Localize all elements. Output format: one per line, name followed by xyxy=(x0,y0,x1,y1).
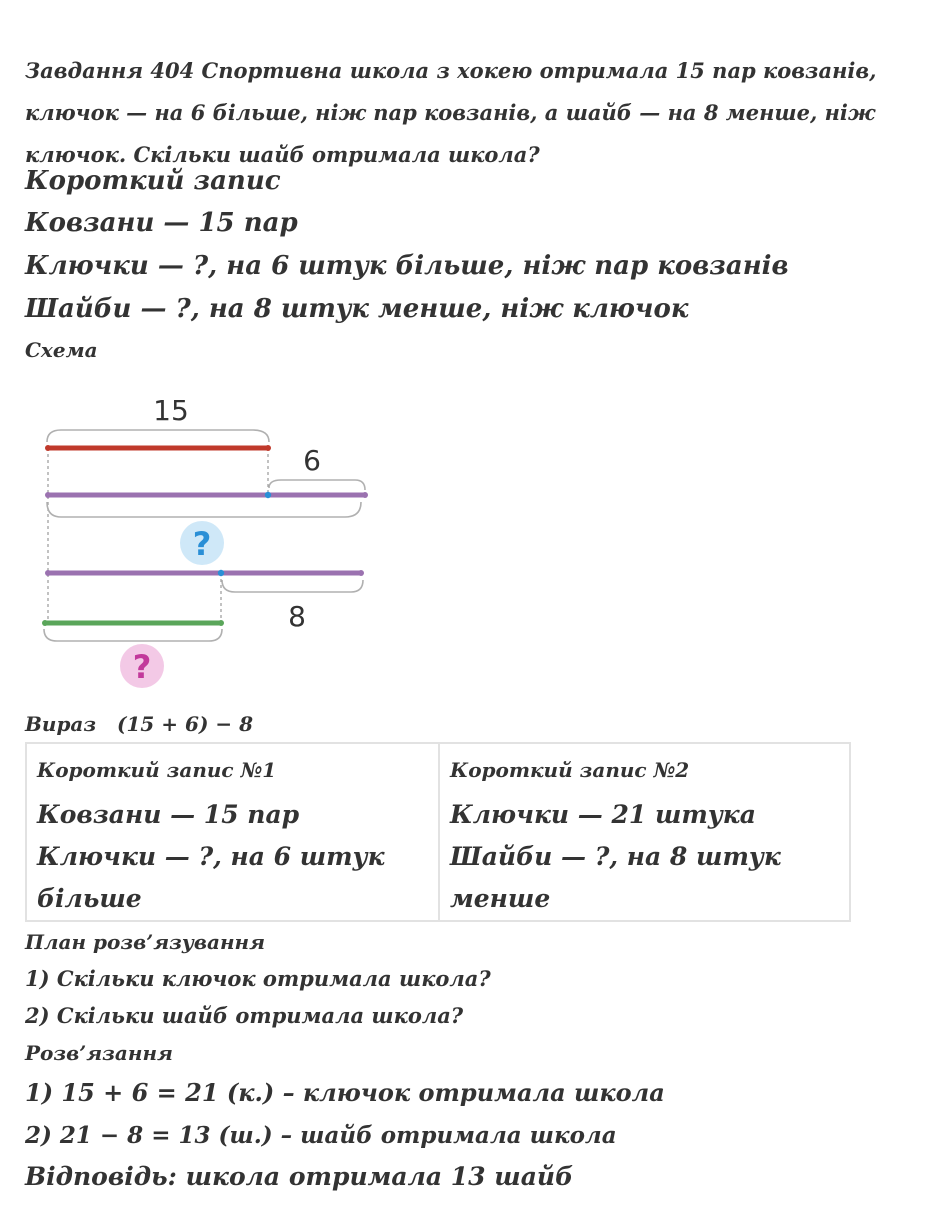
short-note-2-line1: Ключки — 21 штука xyxy=(450,800,756,829)
plan-step-2: 2) Скільки шайб отримала школа? xyxy=(25,1003,464,1028)
point-purple2-right xyxy=(358,570,364,576)
short-note-1-header: Короткий запис №1 xyxy=(37,758,277,782)
short-note-line-sticks: Ключки — ?, на 6 штук більше, ніж пар ковзанів xyxy=(25,251,789,281)
plan-title: План розв’язування xyxy=(25,930,266,954)
short-note-line-pucks: Шайби — ?, на 8 штук менше, ніж ключок xyxy=(25,294,689,324)
point-purple2-mid xyxy=(218,570,224,576)
task-statement: Завдання 404 Спортивна школа з хокею отримала 15 пар ковзанів, ключок — на 6 більше, ніж пар ковзанів, а шайб — на 8 менше, ніж ключок. Скільки шайб отримала школа? xyxy=(25,58,877,167)
question-mark-sticks: ? xyxy=(192,525,212,563)
label-15: 15 xyxy=(153,394,189,427)
short-note-1-line1: Ковзани — 15 пар xyxy=(37,800,300,829)
point-red-left xyxy=(45,445,51,451)
brace-pucks xyxy=(44,629,222,641)
brace-sticks xyxy=(47,502,361,517)
brace-15 xyxy=(47,430,269,442)
point-purple2-left xyxy=(45,570,51,576)
short-note-2-line2: Шайби — ?, на 8 штук xyxy=(450,842,781,871)
short-note-1-line3: більше xyxy=(37,884,142,913)
label-8: 8 xyxy=(288,600,306,633)
short-notes-table xyxy=(25,742,851,922)
solution-title: Розв’язання xyxy=(25,1041,173,1065)
question-mark-pucks: ? xyxy=(132,648,152,686)
short-note-line-skates: Ковзани — 15 пар xyxy=(25,208,298,238)
brace-6 xyxy=(269,480,365,490)
point-green-left xyxy=(42,620,48,626)
expression-value: (15 + 6) − 8 xyxy=(117,712,254,736)
point-green-right xyxy=(218,620,224,626)
short-note-title: Короткий запис xyxy=(25,166,281,196)
brace-8 xyxy=(222,580,363,592)
short-note-2-cell xyxy=(438,744,849,920)
plan-step-1: 1) Скільки ключок отримала школа? xyxy=(25,966,491,991)
expression xyxy=(25,712,253,736)
short-note-2-line3: менше xyxy=(450,884,551,913)
answer: Відповідь: школа отримала 13 шайб xyxy=(25,1162,574,1191)
scheme-diagram xyxy=(25,380,385,690)
point-purple1-left xyxy=(45,492,51,498)
short-note-1-line2: Ключки — ?, на 6 штук xyxy=(37,842,385,871)
short-note-2-header: Короткий запис №2 xyxy=(450,758,690,782)
expression-label: Вираз xyxy=(25,712,97,736)
point-purple1-mid xyxy=(265,492,271,498)
scheme-label: Схема xyxy=(25,338,98,362)
solution-step-1: 1) 15 + 6 = 21 (к.) – ключок отримала школа xyxy=(25,1078,665,1107)
point-purple1-right xyxy=(362,492,368,498)
solution-step-2: 2) 21 − 8 = 13 (ш.) – шайб отримала школа xyxy=(25,1122,617,1149)
point-red-right xyxy=(265,445,271,451)
label-6: 6 xyxy=(303,444,321,477)
short-note-1-cell xyxy=(27,744,438,920)
